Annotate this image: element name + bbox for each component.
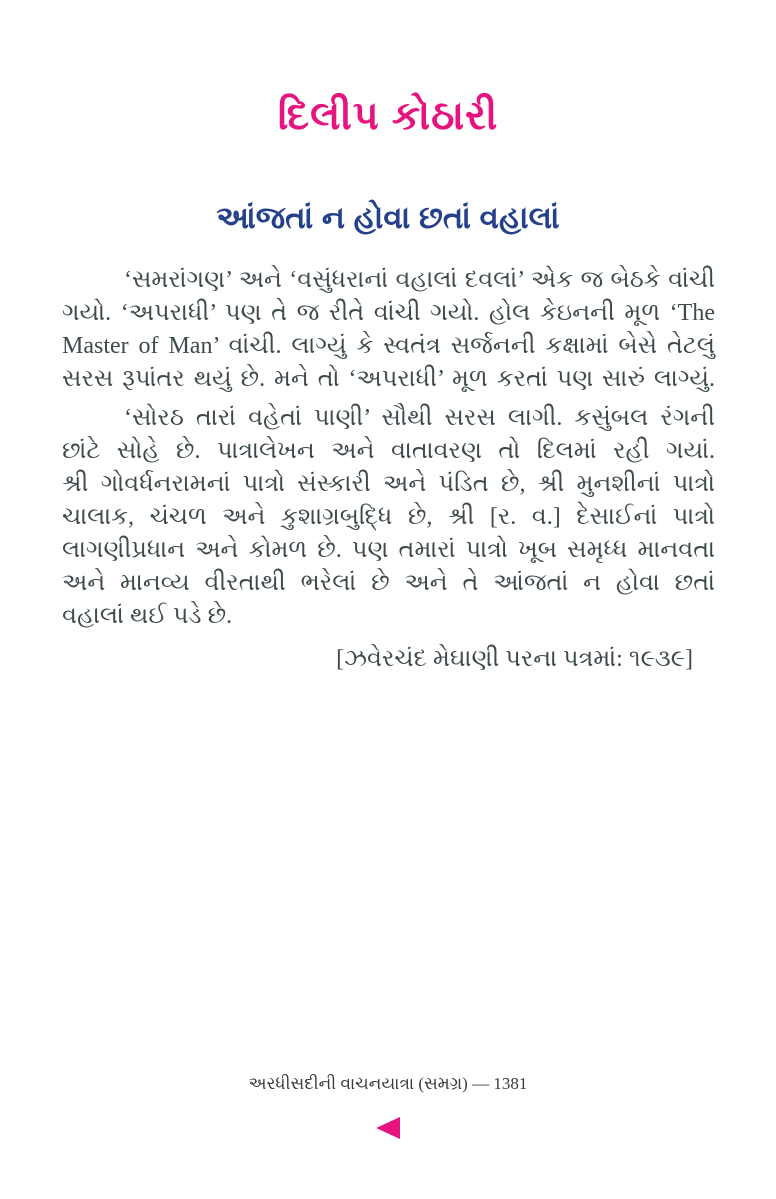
paragraph-2 <box>62 402 715 633</box>
attribution-line: [ઝવેરચંદ મેઘાણી પરના પત્રમાં: ૧૯૩૯] <box>336 646 693 672</box>
paragraph-2-line: શ્રી ગોવર્ધનરામનાં પાત્રો સંસ્કારી અને પંડિત છે, શ્રી મુનશીનાં પાત્રો <box>62 471 715 497</box>
paragraph-2-line: અને માનવ્ય વીરતાથી ભરેલાં છે અને તે આંજતાં ન હોવા છતાં <box>62 570 715 596</box>
paragraph-1-line: ‘સમરાંગણ’ અને ‘વસુંધરાનાં વહાલાં દવલાં’ એક જ બેઠકે વાંચી <box>124 267 715 293</box>
paragraph-2-line: વહાલાં થઈ પડે છે. <box>62 603 233 629</box>
left-triangle-icon <box>376 1117 400 1139</box>
paragraph-1 <box>62 264 715 396</box>
paragraph-1-line: Master of Man’ વાંચી. લાગ્યું કે સ્વતંત્ર સર્જનની કક્ષામાં બેસે તેટલું <box>62 333 715 359</box>
paragraph-2-line: છાંટે સોહે છે. પાત્રાલેખન અને વાતાવરણ તો દિલમાં રહી ગયાં. <box>62 438 715 464</box>
paragraph-1-line: ગયો. ‘અપરાધી’ પણ તે જ રીતે વાંચી ગયો. હોલ કેઇનની મૂળ ‘The <box>62 300 715 326</box>
paragraph-1-line: સરસ રૂપાંતર થયું છે. મને તો ‘અપરાધી’ મૂળ કરતાં પણ સારું લાગ્યું. <box>62 366 715 392</box>
author-name: દિલીપ કોઠારી <box>277 94 499 138</box>
article-body <box>62 264 715 676</box>
paragraph-2-line: લાગણીપ્રધાન અને કોમળ છે. પણ તમારાં પાત્રો ખૂબ સમૃધ્ધ માનવતા <box>62 537 715 563</box>
footer-book-title-page-number: અરધીસદીની વાચનયાત્રા (સમગ્ર) — 1381 <box>248 1074 528 1093</box>
paragraph-2-line: ચાલાક, ચંચળ અને કુશાગ્રબુદ્ધિ છે, શ્રી [ર. વ.] દેસાઈનાં પાત્રો <box>62 504 715 530</box>
paragraph-2-line: ‘સોરઠ તારાં વહેતાં પાણી’ સૌથી સરસ લાગી. કસુંબલ રંગની <box>124 405 715 431</box>
article-title: આંજતાં ન હોવા છતાં વહાલાં <box>216 200 560 235</box>
